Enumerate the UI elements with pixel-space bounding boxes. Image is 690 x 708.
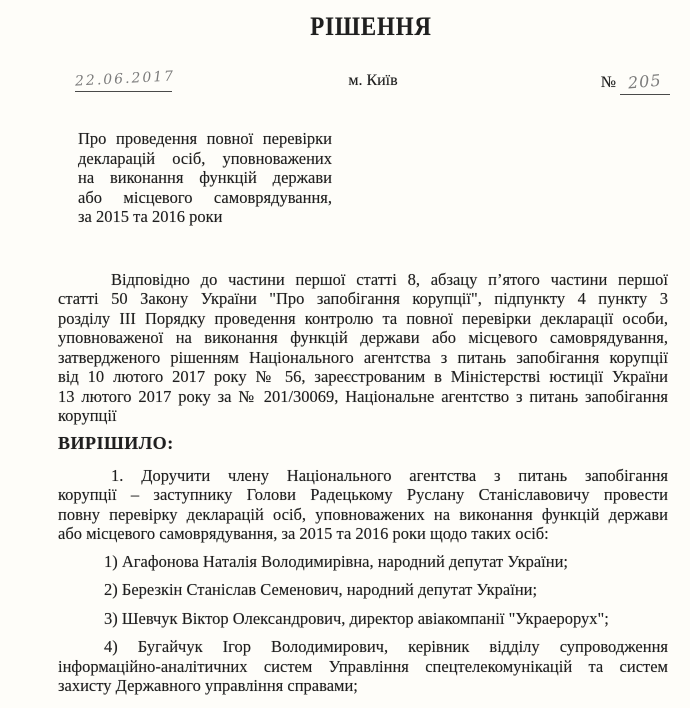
clause-line: 1. Доручити члену Національного агентства з питань запобігання [111,465,668,485]
preamble-line: уповноваженої на виконання функцій держави або місцевого самоврядування, [58,328,668,347]
document-number [601,72,670,95]
handwritten-date: 22.06.2017 [74,68,176,90]
meta-row [0,70,690,94]
subject-line: Про проведення повної перевірки [78,129,332,148]
subject-block [78,129,332,227]
person-item [58,580,668,600]
resolved-heading: ВИРІШИЛО: [58,432,174,453]
preamble-line: затвердженого рішенням Національного агентства з питань запобігання корупції [58,347,668,367]
preamble-line: статті 50 Закону України "Про запобігання корупції", підпункту 4 пункту 3 [58,289,668,308]
subject-line: за 2015 та 2016 роки [78,207,223,226]
subject-line: на виконання функцій держави [78,168,332,187]
preamble-line: 13 лютого 2017 року за № 201/30069, Національне агентство з питань запобігання [58,386,668,406]
clause-line: або місцевого самоврядування, за 2015 та 2016 роки щодо таких осіб: [58,524,549,543]
clause-line: корупції – заступнику Голови Радецькому Руслану Станіславовичу провести [58,485,668,504]
subject-line: або місцевого самоврядування, [78,187,332,207]
preamble-line: корупції [58,406,117,425]
number-field [620,72,670,95]
person-line: 2) Березкін Станіслав Семенович, народний депутат України; [104,580,538,599]
clause-1 [58,466,668,544]
number-sign: № [600,74,616,91]
person-line: 4) Бугайчук Ігор Володимирович, керівник відділу супроводження [104,637,668,656]
person-line: захисту Державного управління справами; [58,676,358,695]
person-item [58,609,668,629]
persons-list [58,552,668,696]
city-label: м. Київ [348,72,398,89]
subject-line: декларацій осіб, уповноважених [78,148,332,168]
preamble [58,270,668,426]
person-line: інформаційно-аналітичних систем Управління спецтелекомунікацій та систем [58,656,668,676]
document-title: РІШЕННЯ [310,12,432,41]
person-line: 1) Агафонова Наталія Володимирівна, народний депутат України; [104,551,568,571]
clause-line: повну перевірку декларацій осіб, уповноважених на виконання функцій держави [58,504,668,524]
handwritten-number: 205 [627,70,663,93]
preamble-line: розділу III Порядку проведення контролю та повної перевірки декларації особи, [58,308,668,328]
person-item [58,552,668,572]
preamble-line: Відповідно до частини першої статті 8, абзацу п’ятого частини першої [111,269,668,289]
person-line: 3) Шевчук Віктор Олександрович, директор авіакомпанії "Украерорух"; [104,608,609,628]
person-item [58,637,668,696]
preamble-line: від 10 лютого 2017 року № 56, зареєстрованим в Міністерстві юстиції України [58,367,668,386]
